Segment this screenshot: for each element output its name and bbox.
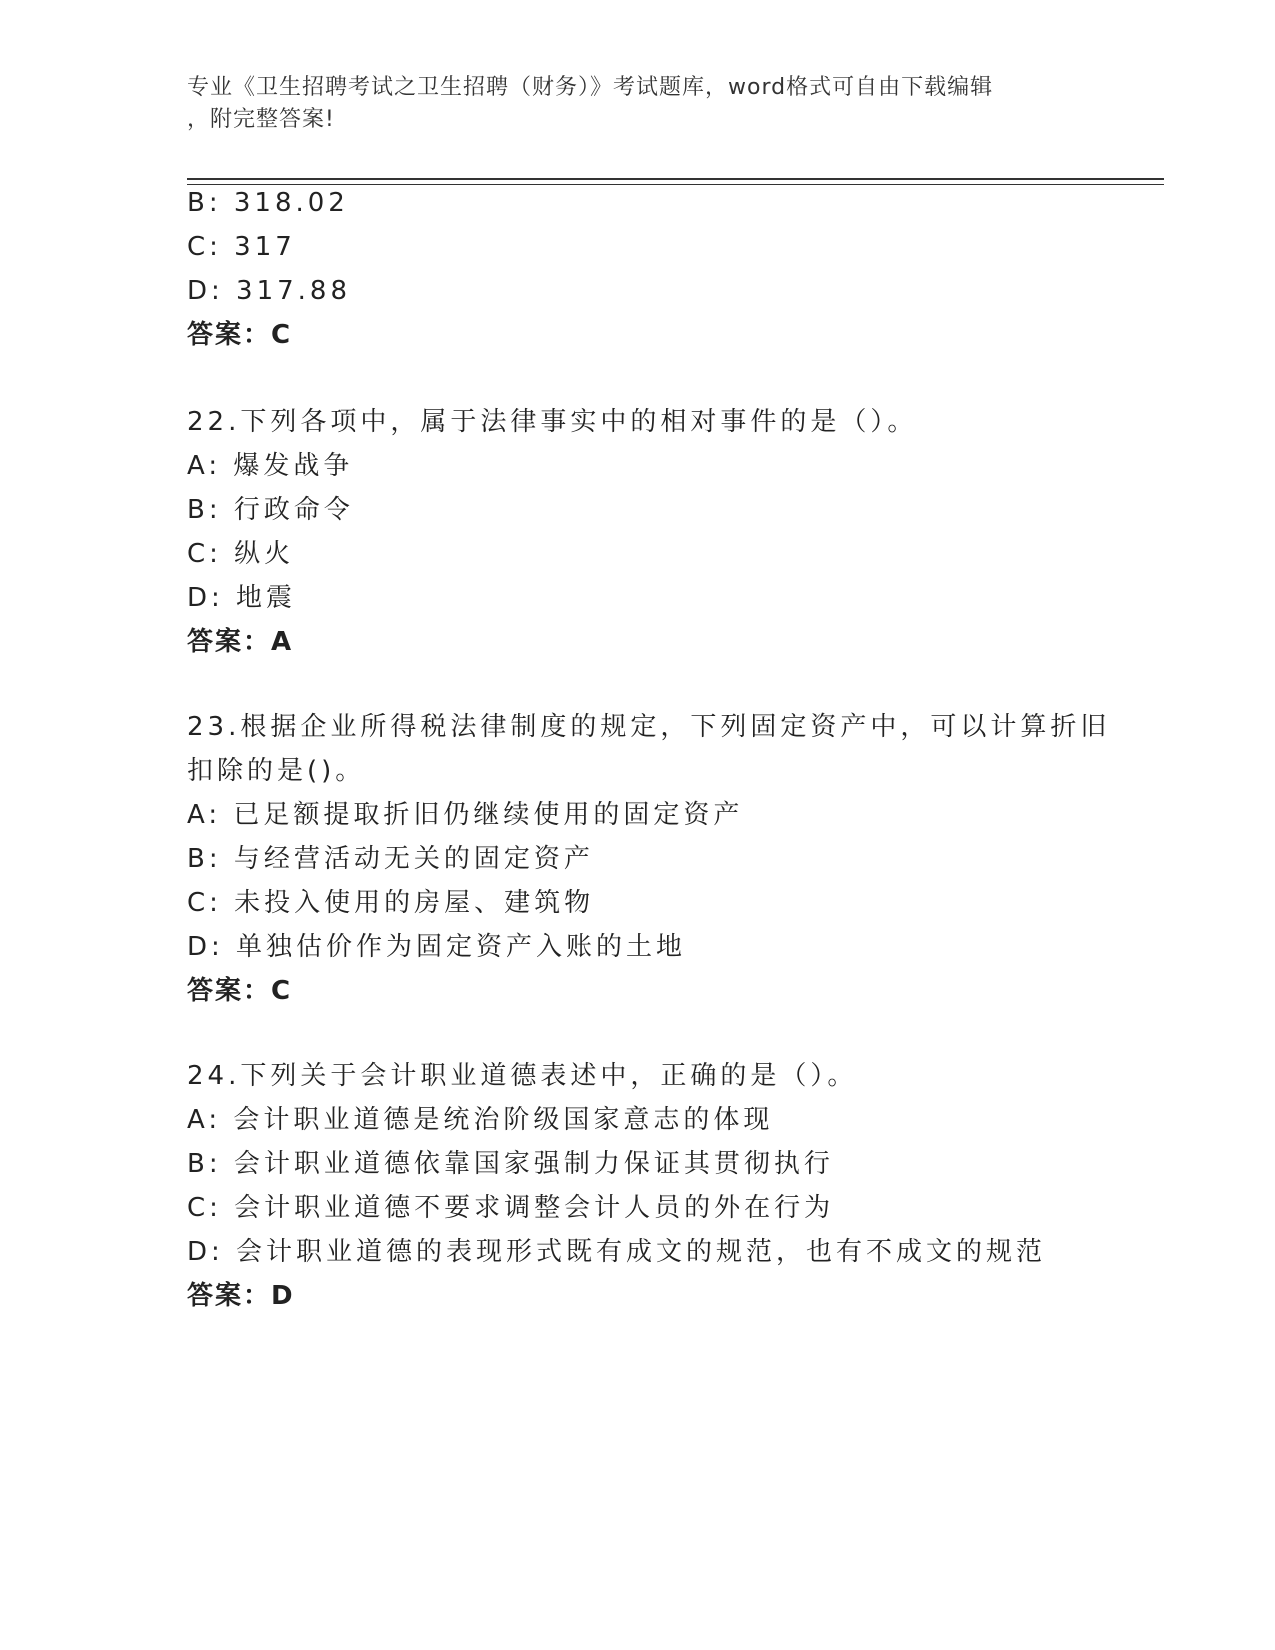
q23-stem-line-1: 23.根据企业所得税法律制度的规定，下列固定资产中，可以计算折旧 — [187, 712, 1111, 742]
q24-answer: 答案：D — [187, 1281, 295, 1311]
q22-option-b: B: 行政命令 — [187, 495, 354, 525]
q22-option-c: C: 纵火 — [187, 539, 295, 569]
q23-option-d: D: 单独估价作为固定资产入账的土地 — [187, 932, 687, 962]
q22-answer: 答案：A — [187, 627, 294, 657]
prev-answer: 答案：C — [187, 320, 293, 350]
header-divider-thick — [187, 178, 1164, 180]
q24-option-a: A: 会计职业道德是统治阶级国家意志的体现 — [187, 1105, 774, 1135]
q24-option-b: B: 会计职业道德依靠国家强制力保证其贯彻执行 — [187, 1149, 834, 1179]
q24-stem: 24.下列关于会计职业道德表述中，正确的是（）。 — [187, 1061, 858, 1091]
header-divider-thin — [187, 184, 1164, 185]
prev-option-b: B: 318.02 — [187, 188, 349, 218]
q23-option-a: A: 已足额提取折旧仍继续使用的固定资产 — [187, 800, 744, 830]
q23-answer: 答案：C — [187, 976, 293, 1006]
q22-option-d: D: 地震 — [187, 583, 297, 613]
q24-option-d: D: 会计职业道德的表现形式既有成文的规范，也有不成文的规范 — [187, 1237, 1047, 1267]
header-line-2: ，附完整答案! — [187, 107, 335, 132]
document-header — [187, 72, 1087, 136]
q23-option-c: C: 未投入使用的房屋、建筑物 — [187, 888, 595, 918]
header-line-1: 专业《卫生招聘考试之卫生招聘（财务）》考试题库，word格式可自由下载编辑 — [187, 75, 994, 100]
prev-option-d: D: 317.88 — [187, 276, 352, 306]
q23-stem-line-2: 扣除的是()。 — [187, 756, 366, 786]
q23-option-b: B: 与经营活动无关的固定资产 — [187, 844, 594, 874]
q22-stem: 22.下列各项中，属于法律事实中的相对事件的是（）。 — [187, 407, 918, 437]
prev-option-c: C: 317 — [187, 232, 296, 262]
q22-option-a: A: 爆发战争 — [187, 451, 354, 481]
q24-option-c: C: 会计职业道德不要求调整会计人员的外在行为 — [187, 1193, 835, 1223]
